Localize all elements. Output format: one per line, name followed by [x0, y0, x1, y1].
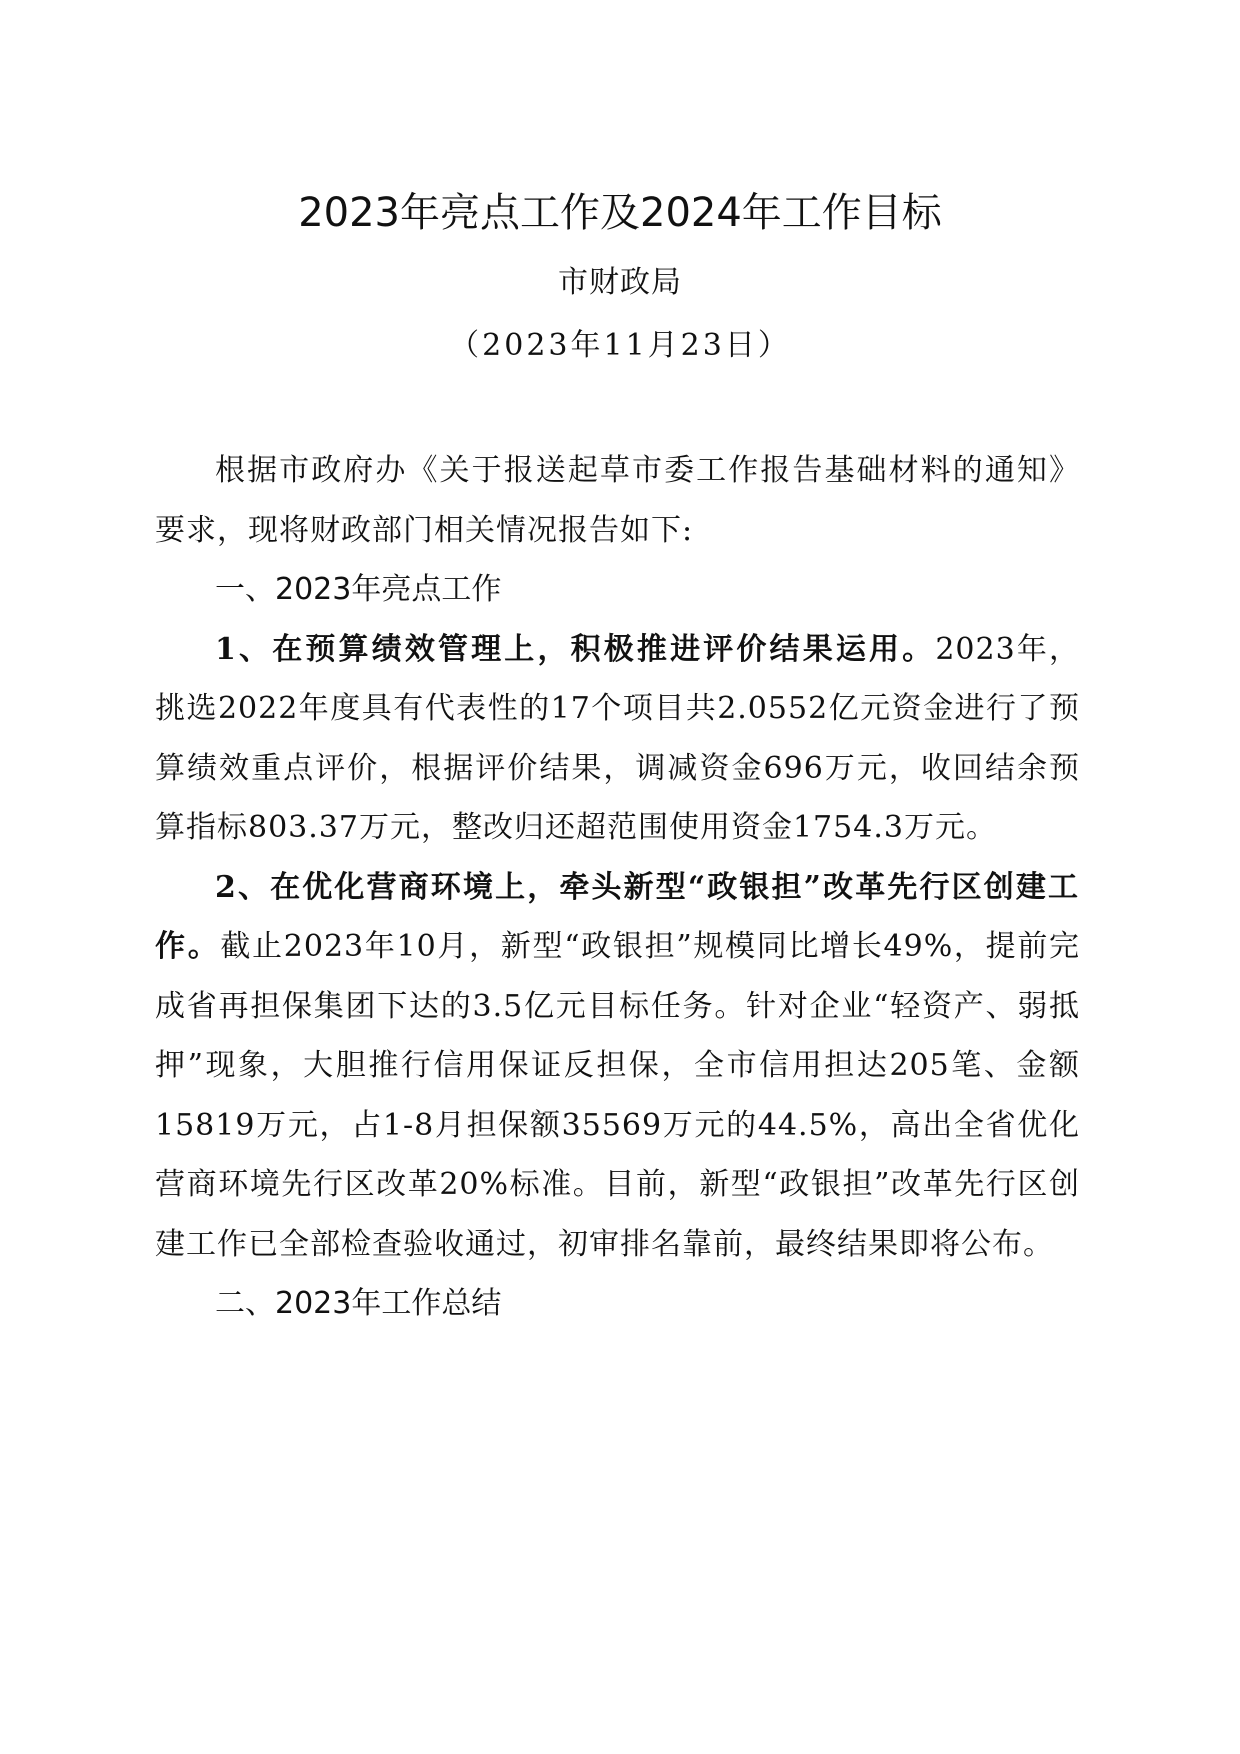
- section-2-heading: 二、2023年工作总结: [215, 1286, 502, 1321]
- highlight-item-1: [155, 620, 1080, 858]
- document-body: [155, 441, 1080, 1334]
- intro-paragraph: 根据市政府办《关于报送起草市委工作报告基础材料的通知》要求，现将财政部门相关情况报告如下:: [155, 453, 1080, 548]
- highlight-item-2-text: 截止2023年10月，新型“政银担”规模同比增长49%，提前完成省再担保集团下达的3.5亿元目标任务。针对企业“轻资产、弱抵押”现象，大胆推行信用保证反担保，全市信用担达205笔、金额15819万元，占1-8月担保额35569万元的44.5%，高出全省优化营商环境先行区改革20%标准。目前，新型“政银担”改革先行区创建工作已全部检查验收通过，初审排名靠前，最终结果即将公布。: [155, 929, 1081, 1262]
- highlight-item-2-lead: 2、在优化营商环境上，牵头新型“政银担”改革先行区创建工作。: [155, 869, 1080, 964]
- highlight-item-1-lead: 1、在预算绩效管理上，积极推进评价结果运用。: [215, 631, 936, 667]
- highlight-item-2: [155, 858, 1080, 1275]
- section-1-heading: 一、2023年亮点工作: [215, 572, 502, 607]
- highlight-item-1-text: 2023年，挑选2022年度具有代表性的17个项目共2.0552亿元资金进行了预算绩效重点评价，根据评价结果，调减资金696万元，收回结余预算指标803.37万元，整改归还超范围使用资金1754.3万元。: [155, 631, 1080, 845]
- document-date: （2023年11月23日）: [449, 328, 791, 363]
- issuing-department: 市财政局: [558, 265, 682, 300]
- document-title: 2023年亮点工作及2024年工作目标: [298, 190, 942, 236]
